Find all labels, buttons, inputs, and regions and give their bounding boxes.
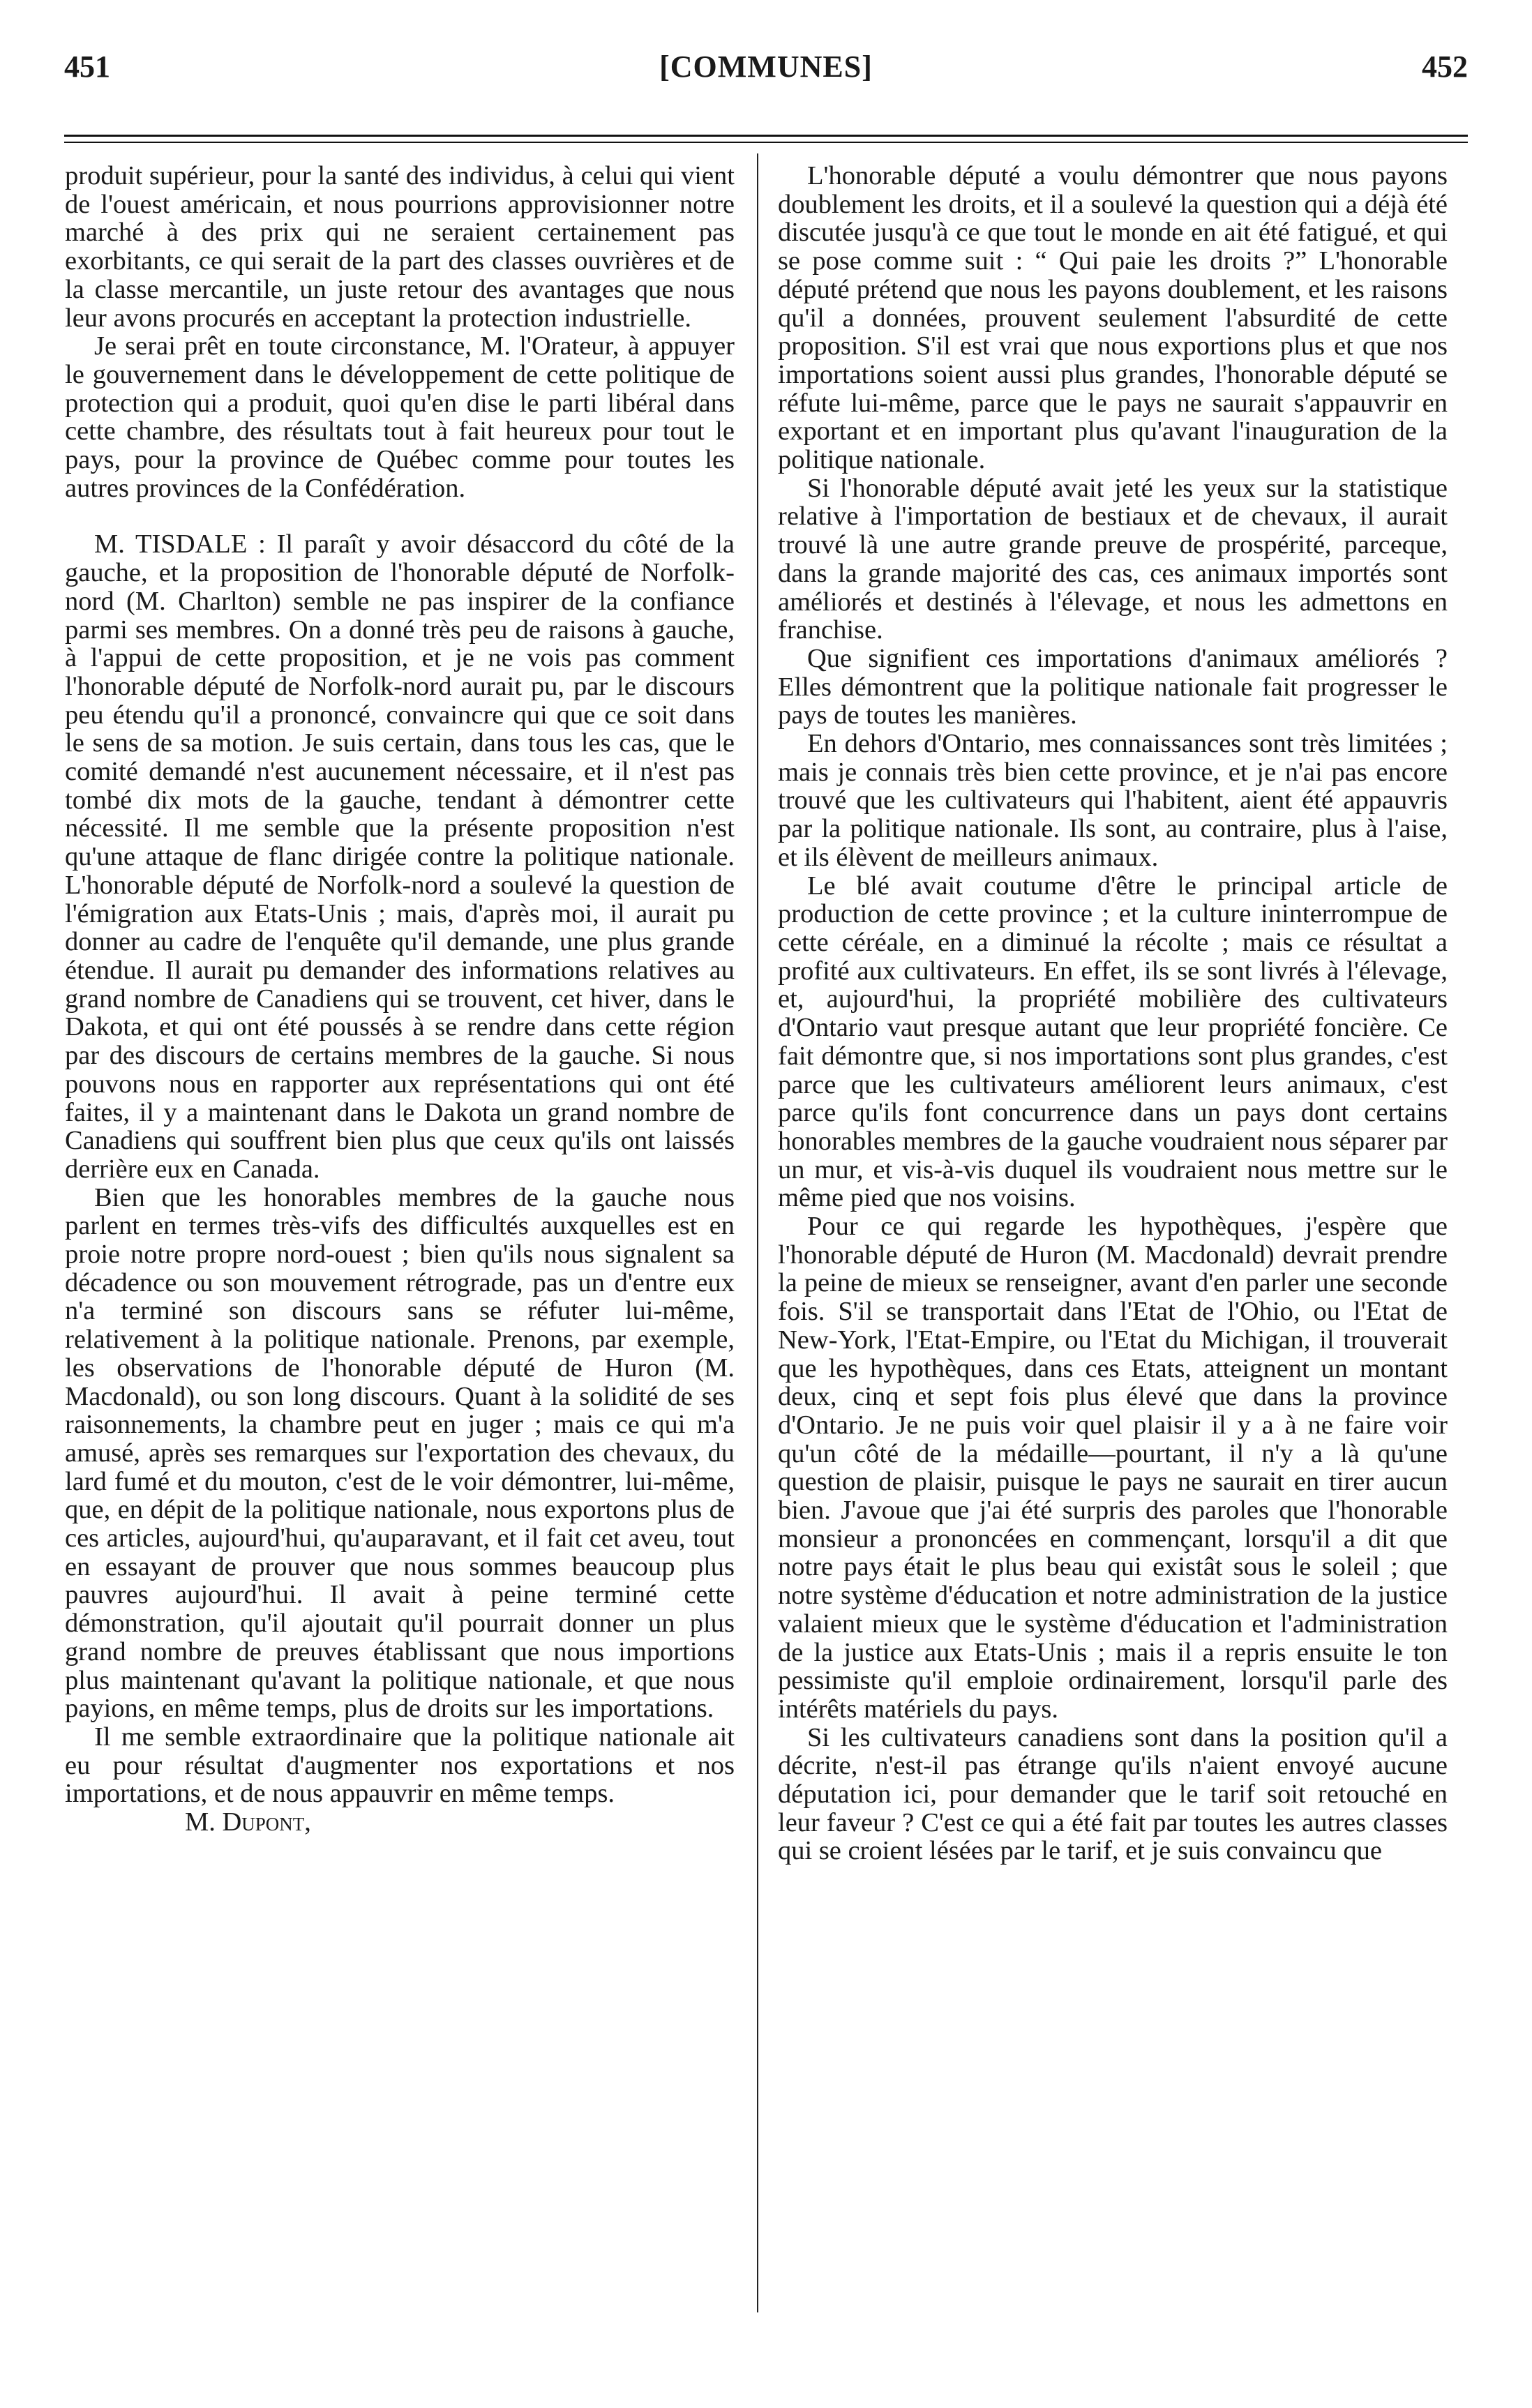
header-rule-top bbox=[64, 135, 1468, 137]
paragraph: L'honorable député a voulu démontrer que nous payons doublement les droits, et il a soulevé la question qui a déjà été discutée jusqu'à ce que tout le monde en ait été fatigué, et qui se pose comme suit : “ Qui paie les droits ?” L'honorable député prétend que nous les payons doublement, et les raisons qu'il a données, prouvent seulement l'absurdité de cette proposition. S'il est vrai que nous exportions plus et que nos importations soient aussi plus grandes, l'honorable député se réfute lui-même, parce que le pays ne saurait s'appauvrir en exportant et en important plus qu'avant l'inauguration de la politique nationale. bbox=[778, 161, 1448, 475]
paragraph: Pour ce qui regarde les hypothèques, j'espère que l'honorable député de Huron (M. Macdonald) devrait prendre la peine de mieux se renseigner, avant d'en parler une seconde fois. S'il se transportait dans l'Etat de l'Ohio, ou l'Etat de New-York, l'Etat-Empire, ou l'Etat du Michigan, il trouverait que les hypothèques, dans ces Etats, atteignent un montant deux, cinq et sept fois plus élevé que dans la province d'Ontario. Je ne puis voir quel plaisir il y a à ne faire voir qu'un côté de la médaille—pourtant, il n'y a là qu'une question de plaisir, puisque le pays ne saurait en tirer aucun bien. J'avoue que j'ai été surpris des paroles que l'honorable monsieur a prononcées en commençant, lorsqu'il a dit que notre pays était le plus beau qui existât sous le soleil ; que notre système d'éducation et notre administration de la justice valaient mieux que le système d'éducation et l'administration de la justice aux Etats-Unis ; mais il a repris ensuite le ton pessimiste qu'il emploie ordinairement, lorsqu'il parle des intérêts matériels du pays. bbox=[778, 1212, 1448, 1724]
header-rule-bottom bbox=[64, 142, 1468, 143]
page-number-right: 452 bbox=[1422, 50, 1468, 84]
paragraph: Si l'honorable député avait jeté les yeux sur la statistique relative à l'importation de bestiaux et de chevaux, il aurait trouvé là une autre grande preuve de prospérité, parceque, dans la grande majorité des cas, ces animaux importés sont améliorés et destinés à l'élevage, et nous les admettons en franchise. bbox=[778, 473, 1448, 645]
paragraph: Je serai prêt en toute circonstance, M. l'Orateur, à appuyer le gouvernement dans le développement de cette politique de protection qui a produit, quoi qu'en dise le parti libéral dans cette chambre, des résultats tout à fait heureux pour tout le pays, pour la province de Québec comme pour toutes les autres provinces de la Confédération. bbox=[65, 331, 735, 503]
signature-line: M. Dupont, bbox=[185, 1807, 311, 1837]
paragraph: Que signifient ces importations d'animaux améliorés ? Elles démontrent que la politique nationale fait progresser le pays de toutes les manières. bbox=[778, 643, 1448, 730]
column-divider bbox=[757, 153, 758, 2312]
paragraph: Bien que les honorables membres de la gauche nous parlent en termes très-vifs des difficultés auxquelles est en proie notre propre nord-ouest ; bien qu'ils nous signalent sa décadence ou son mouvement rétrograde, pas un d'entre eux n'a terminé son discours sans se réfuter lui-même, relativement à la politique nationale. Prenons, par exemple, les observations de l'honorable député de Huron (M. Macdonald), ou son long discours. Quant à la solidité de ses raisonnements, la chambre peut en juger ; mais ce qui m'a amusé, après ses remarques sur l'exportation des chevaux, du lard fumé et du mouton, c'est de le voir démontrer, lui-même, que, en dépit de la politique nationale, nous exportons plus de ces articles, aujourd'hui, qu'auparavant, et il fait cet aveu, tout en essayant de prouver que nous sommes beaucoup plus pauvres aujourd'hui. Il avait à peine terminé cette démonstration, qu'il ajoutait qu'il pourrait donner un plus grand nombre de preuves établissant que nous importions plus maintenant qu'avant la politique nationale, et que nous payions, en même temps, plus de droits sur les importations. bbox=[65, 1182, 735, 1724]
left-column bbox=[65, 162, 735, 1837]
right-column bbox=[778, 162, 1448, 1865]
page-header bbox=[56, 49, 1476, 91]
paragraph: Si les cultivateurs canadiens sont dans la position qu'il a décrite, n'est-il pas étrange qu'ils n'aient envoyé aucune députation ici, pour demander que le tarif soit retouché en leur faveur ? C'est ce qui a été fait par toutes les autres classes qui se croient lésées par le tarif, et je suis convaincu que bbox=[778, 1722, 1448, 1866]
paragraph: produit supérieur, pour la santé des individus, à celui qui vient de l'ouest américain, et nous pourrions approvisionner notre marché à des prix qui ne seraient certainement pas exorbitants, ce qui serait de la part des classes ouvrières et de la classe mercantile, un juste retour des avantages que nous leur avons procurés en acceptant la protection industrielle. bbox=[65, 161, 735, 333]
paragraph: En dehors d'Ontario, mes connaissances sont très limitées ; mais je connais très bien cette province, et je n'ai pas encore trouvé que les cultivateurs qui l'habitent, aient été appauvris par la politique nationale. Ils sont, au contraire, plus à l'aise, et ils élèvent de meilleurs animaux. bbox=[778, 729, 1448, 872]
paragraph: Il me semble extraordinaire que la politique nationale ait eu pour résultat d'augmenter nos exportations et nos importations, et de nous appauvrir en même temps. bbox=[65, 1722, 735, 1809]
paragraph-speaker-tisdale: M. TISDALE : Il paraît y avoir désaccord du côté de la gauche, et la proposition de l'honorable député de Norfolk-nord (M. Charlton) semble ne pas inspirer de la confiance parmi ses membres. On a donné très peu de raisons à gauche, à l'appui de cette proposition, et je ne vois pas comment l'honorable député de Norfolk-nord aurait pu, par le discours peu étendu qu'il a prononcé, convaincre qui que ce soit dans le sens de sa motion. Je suis certain, dans tous les cas, que le comité demandé n'est aucunement nécessaire, et il n'est pas tombé dix mots de la gauche, tendant à démontrer cette nécessité. Il me semble que la présente proposition n'est qu'une attaque de flanc dirigée contre la politique nationale. L'honorable député de Norfolk-nord a soulevé la question de l'émigration aux Etats-Unis ; mais, d'après moi, il aurait pu donner au cadre de l'enquête qu'il demande, une plus grande étendue. Il aurait pu demander des informations relatives au grand nombre de Canadiens qui se trouvent, cet hiver, dans le Dakota, et qui ont été poussés à se rendre dans cette région par des discours de certains membres de la gauche. Si nous pouvons nous en rapporter aux représentations qui ont été faites, il y a maintenant dans le Dakota un grand nombre de Canadiens qui souffrent bien plus que ceux qu'ils ont laissés derrière eux en Canada. bbox=[65, 529, 735, 1184]
running-title: [COMMUNES] bbox=[659, 50, 873, 84]
page-number-left: 451 bbox=[64, 50, 110, 84]
paragraph: Le blé avait coutume d'être le principal article de production de cette province ; et la culture ininterrompue de cette céréale, en a diminué la récolte ; mais ce résultat a profité aux cultivateurs. En effet, ils se sont livrés à l'élevage, et, aujourd'hui, la propriété mobilière des cultivateurs d'Ontario vaut presque autant que leur propriété foncière. Ce fait démontre que, si nos importations sont plus grandes, c'est parce que les cultivateurs améliorent leurs animaux, c'est parce qu'ils font concurrence dans un pays dont certains honorables membres de la gauche voudraient nous séparer par un mur, et vis-à-vis duquel ils voudraient nous mettre sur le même pied que nos voisins. bbox=[778, 871, 1448, 1213]
